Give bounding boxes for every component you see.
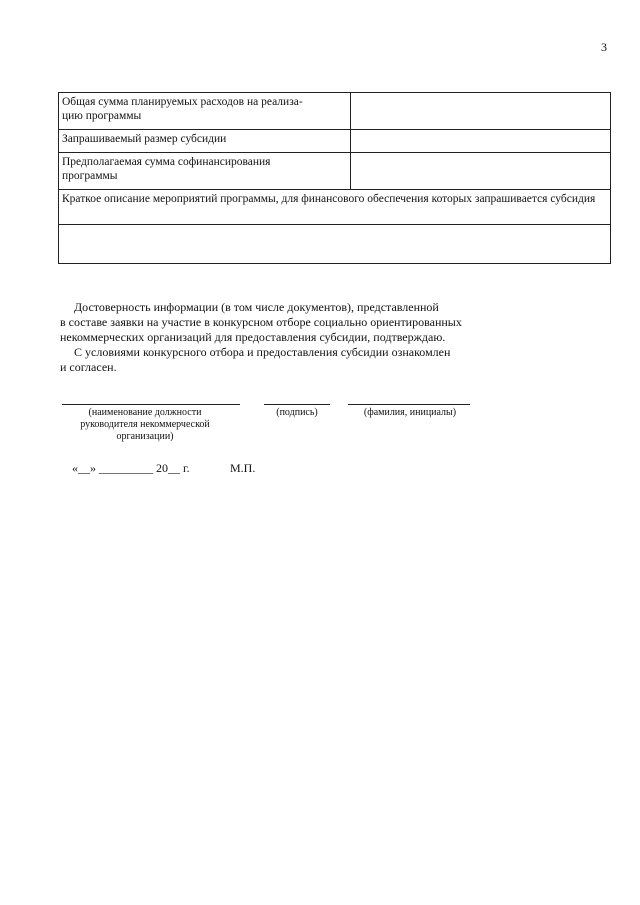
confirmation-text <box>60 300 520 375</box>
page-number: 3 <box>601 40 607 54</box>
row-value-cofinancing[interactable] <box>351 153 611 190</box>
row-label-cofinancing: Предполагаемая сумма софинансирования программы <box>59 153 351 190</box>
description-value[interactable] <box>59 225 611 264</box>
table-row <box>59 130 611 153</box>
application-table <box>58 92 611 264</box>
confirmation-line: С условиями конкурсного отбора и предоставления субсидии ознакомлен <box>74 345 451 359</box>
name-line[interactable] <box>348 404 470 405</box>
date-field[interactable]: «__» _________ 20__ г. <box>72 461 190 475</box>
row-label-total-expenses: Общая сумма планируемых расходов на реализа- цию программы <box>59 93 351 130</box>
stamp-label: М.П. <box>230 461 256 475</box>
table-row <box>59 190 611 225</box>
confirmation-line: и согласен. <box>60 360 117 374</box>
description-header: Краткое описание мероприятий программы, для финансового обеспечения которых запрашивается субсидия <box>59 190 611 225</box>
row-value-total-expenses[interactable] <box>351 93 611 130</box>
position-line[interactable] <box>62 404 240 405</box>
signature-line[interactable] <box>264 404 330 405</box>
table-row <box>59 225 611 264</box>
table-row <box>59 153 611 190</box>
table-row <box>59 93 611 130</box>
row-label-requested-subsidy: Запрашиваемый размер субсидии <box>59 130 351 153</box>
confirmation-line: Достоверность информации (в том числе документов), представленной <box>74 300 439 314</box>
signature-caption: (подпись) <box>276 407 318 418</box>
name-caption: (фамилия, инициалы) <box>363 407 457 418</box>
position-caption: (наименование должности руководителя некоммерческой организации) <box>80 407 210 442</box>
confirmation-line: в составе заявки на участие в конкурсном отборе социально ориентированных <box>60 315 462 329</box>
row-value-requested-subsidy[interactable] <box>351 130 611 153</box>
confirmation-line: некоммерческих организаций для предоставления субсидии, подтверждаю. <box>60 330 446 344</box>
